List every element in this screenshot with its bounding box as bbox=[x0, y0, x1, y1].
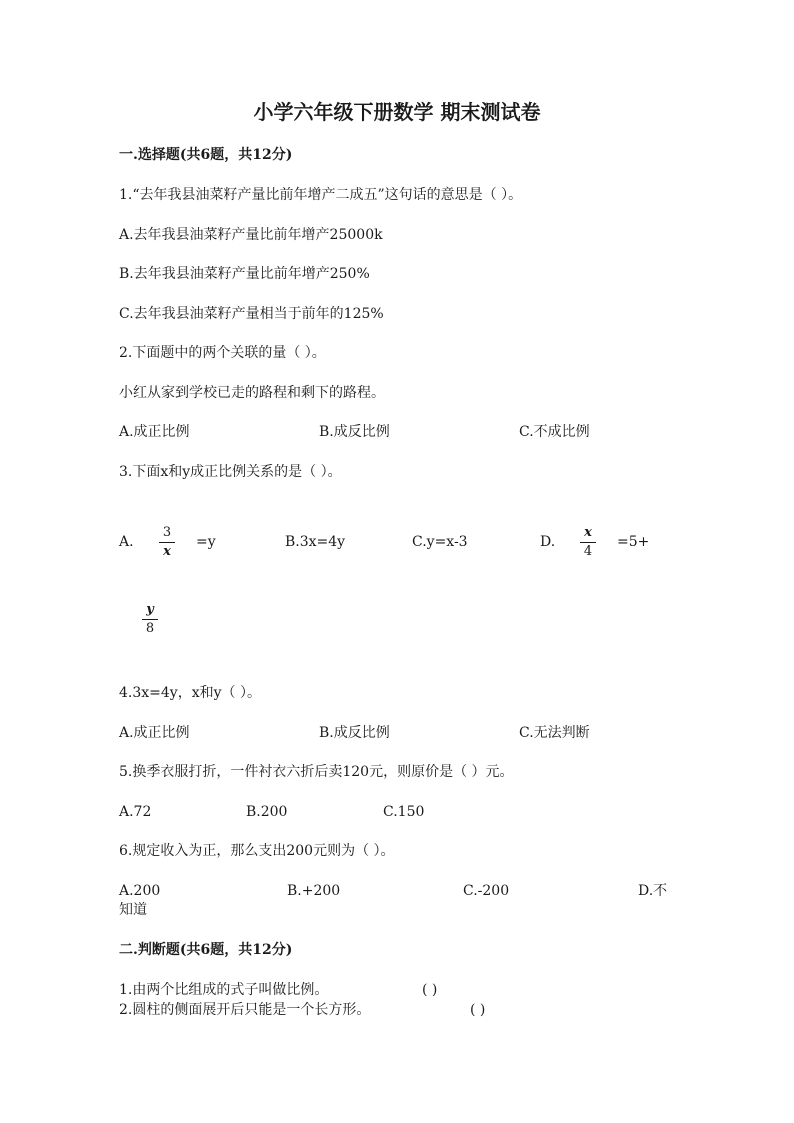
fraction-denominator: 4 bbox=[583, 544, 593, 559]
question-3-option-a-rest: =y bbox=[196, 534, 216, 550]
judge-1-stem: 1.由两个比组成的式子叫做比例。 bbox=[119, 982, 329, 998]
question-4-stem: 4.3x=4y，x和y（ ）。 bbox=[119, 685, 261, 701]
question-6-option-d-wrap: 知道 bbox=[119, 902, 147, 918]
question-3-option-c: C.y=x-3 bbox=[412, 534, 468, 550]
question-5-option-b: B.200 bbox=[246, 804, 288, 820]
fraction-denominator: 8 bbox=[145, 621, 155, 636]
question-6-option-d: D.不 bbox=[638, 883, 668, 899]
question-2-stem: 2.下面题中的两个关联的量（ ）。 bbox=[119, 345, 326, 361]
section-heading: 二.判断题(共6题，共12分) bbox=[119, 942, 293, 958]
question-2-option-a: A.成正比例 bbox=[119, 424, 190, 440]
question-6-option-a: A.200 bbox=[119, 883, 161, 899]
question-2-option-b: B.成反比例 bbox=[319, 424, 390, 440]
question-4-option-b: B.成反比例 bbox=[319, 725, 390, 741]
question-5-option-c: C.150 bbox=[383, 804, 425, 820]
question-3-option-d-fraction-2 bbox=[142, 602, 158, 637]
question-5-option-a: A.72 bbox=[119, 804, 152, 820]
page-title: 小学六年级下册数学 期末测试卷 bbox=[253, 100, 541, 124]
question-3-option-a-label: A. bbox=[119, 534, 134, 550]
judge-2-stem: 2.圆柱的侧面展开后只能是一个长方形。 bbox=[119, 1002, 371, 1018]
question-6-option-c: C.-200 bbox=[463, 883, 510, 899]
fraction-numerator: x bbox=[580, 525, 596, 543]
question-6-option-b: B.+200 bbox=[287, 883, 341, 899]
question-2-option-c: C.不成比例 bbox=[519, 424, 590, 440]
fraction-numerator: 3 bbox=[159, 525, 175, 543]
question-1-stem: 1.“去年我县油菜籽产量比前年增产二成五”这句话的意思是（ ）。 bbox=[119, 187, 523, 203]
question-3-option-a-fraction bbox=[159, 525, 175, 560]
question-3-option-d-fraction bbox=[580, 525, 596, 560]
question-4-option-a: A.成正比例 bbox=[119, 725, 190, 741]
question-5-stem: 5.换季衣服打折，一件衬衣六折后卖120元，则原价是（ ）元。 bbox=[119, 764, 514, 780]
judge-1-paren: ( ) bbox=[422, 982, 438, 998]
question-3-option-b: B.3x=4y bbox=[285, 534, 346, 550]
question-3-option-d-rest: =5+ bbox=[617, 534, 650, 550]
question-3-option-d-label: D. bbox=[540, 534, 556, 550]
question-1-option-c: C.去年我县油菜籽产量相当于前年的125% bbox=[119, 306, 384, 322]
fraction-numerator: y bbox=[142, 602, 158, 620]
question-4-option-c: C.无法判断 bbox=[519, 725, 590, 741]
question-1-option-a: A.去年我县油菜籽产量比前年增产25000k bbox=[119, 227, 383, 243]
judge-2-paren: ( ) bbox=[470, 1002, 486, 1018]
fraction-denominator: x bbox=[163, 544, 171, 559]
question-2-context: 小红从家到学校已走的路程和剩下的路程。 bbox=[119, 385, 385, 401]
question-3-stem: 3.下面x和y成正比例关系的是（ ）。 bbox=[119, 464, 342, 480]
question-6-stem: 6.规定收入为正，那么支出200元则为（ ）。 bbox=[119, 843, 395, 859]
question-1-option-b: B.去年我县油菜籽产量比前年增产250% bbox=[119, 266, 370, 282]
section-heading: 一.选择题(共6题，共12分) bbox=[119, 147, 293, 163]
